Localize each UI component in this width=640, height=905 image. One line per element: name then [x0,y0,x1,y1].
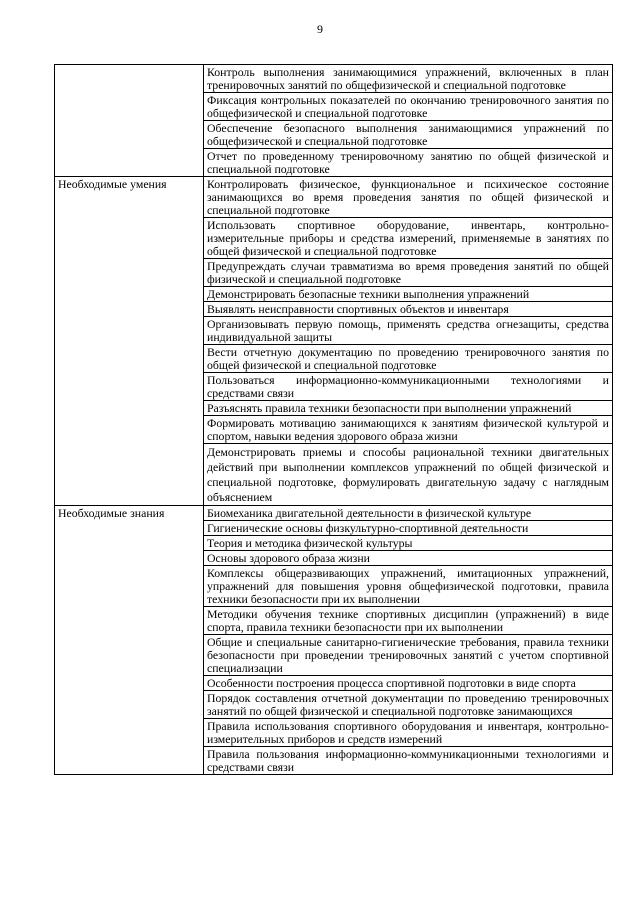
table-cell-item: Фиксация контрольных показателей по окончанию тренировочного занятия по общефизической и специальной подготовке [204,93,613,121]
table-cell-item: Формировать мотивацию занимающихся к занятиям физической культурой и спортом, навыки ведения здорового образа жизни [204,416,613,444]
table-row [55,65,613,93]
table-cell-item: Правила пользования информационно-коммуникационными технологиями и средствами связи [204,747,613,775]
table-cell-item: Использовать спортивное оборудование, инвентарь, контрольно-измерительные приборы и средства измерений, применяемые в занятиях по общей физической и специальной подготовке [204,218,613,259]
table-cell-item: Гигиенические основы физкультурно-спортивной деятельности [204,521,613,536]
table-cell-item: Правила использования спортивного оборудования и инвентаря, контрольно-измерительных приборов и средств измерений [204,719,613,747]
table-cell-item: Предупреждать случаи травматизма во время проведения занятий по общей физической и специальной подготовке [204,259,613,287]
section-label: Необходимые знания [55,506,204,775]
table-cell-item: Демонстрировать безопасные техники выполнения упражнений [204,287,613,302]
section-label [55,65,204,177]
table-cell-item: Выявлять неисправности спортивных объектов и инвентаря [204,302,613,317]
table-cell-item: Общие и специальные санитарно-гигиенические требования, правила техники безопасности при проведении тренировочных занятий с учетом спортивной специализации [204,635,613,676]
section-label: Необходимые умения [55,177,204,506]
table-cell-item: Контроль выполнения занимающимися упражнений, включенных в план тренировочных занятий по общефизической и специальной подготовке [204,65,613,93]
table-row [55,177,613,218]
qualification-table [54,64,613,775]
page-number: 9 [317,22,323,36]
table-cell-item: Контролировать физическое, функциональное и психическое состояние занимающихся во время проведения занятия по общей физической и специальной подготовке [204,177,613,218]
table-cell-item: Комплексы общеразвивающих упражнений, имитационных упражнений, упражнений для повышения уровня общефизической подготовки, правила техники безопасности при их выполнении [204,566,613,607]
table-cell-item: Пользоваться информационно-коммуникационными технологиями и средствами связи [204,373,613,401]
table-cell-item: Отчет по проведенному тренировочному занятию по общей физической и специальной подготовке [204,149,613,177]
table-row [55,506,613,521]
table-cell-item: Порядок составления отчетной документации по проведению тренировочных занятий по общей физической и специальной подготовке занимающихся [204,691,613,719]
table-cell-item: Особенности построения процесса спортивной подготовки в виде спорта [204,676,613,691]
table-cell-item: Теория и методика физической культуры [204,536,613,551]
table-cell-item: Демонстрировать приемы и способы рациональной техники двигательных действий при выполнении комплексов упражнений по общей физической и специальной подготовке, формулировать двигательную задачу с наглядным объяснением [204,444,613,506]
table-cell-item: Методики обучения технике спортивных дисциплин (упражнений) в виде спорта, правила техники безопасности при их выполнении [204,607,613,635]
table-body [55,65,613,775]
table-cell-item: Вести отчетную документацию по проведению тренировочного занятия по общей физической и специальной подготовке [204,345,613,373]
table-cell-item: Разъяснять правила техники безопасности при выполнении упражнений [204,401,613,416]
table-cell-item: Организовывать первую помощь, применять средства огнезащиты, средства индивидуальной защиты [204,317,613,345]
table-cell-item: Основы здорового образа жизни [204,551,613,566]
table-cell-item: Обеспечение безопасного выполнения занимающимися упражнений по общефизической и специальной подготовке [204,121,613,149]
table-cell-item: Биомеханика двигательной деятельности в физической культуре [204,506,613,521]
